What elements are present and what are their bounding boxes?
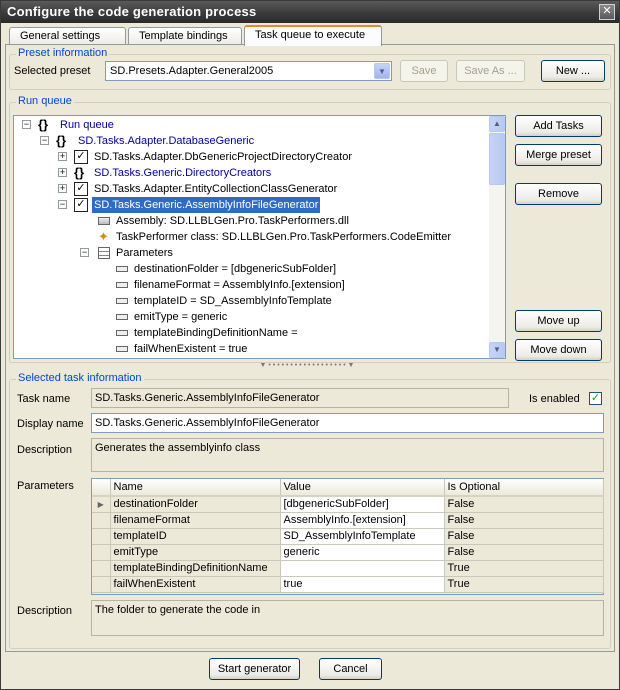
parameters-icon (98, 247, 110, 259)
collapse-icon[interactable]: − (41, 135, 48, 145)
param-description-label: Description (17, 605, 73, 617)
param-value-cell[interactable]: [dbgenericSubFolder] (280, 496, 444, 512)
parameter-icon (116, 298, 128, 304)
save-button[interactable]: Save (400, 60, 448, 82)
tree-node-label: templateID = SD_AssemblyInfoTemplate (134, 295, 332, 307)
column-header-value[interactable]: Value (280, 479, 444, 496)
tree-node-label: Run queue (60, 119, 114, 131)
tree-node-label: templateBindingDefinitionName = (134, 327, 298, 339)
row-header[interactable] (92, 560, 110, 576)
title-bar (1, 1, 619, 23)
scroll-down-icon[interactable]: ▼ (489, 342, 505, 358)
param-name-cell: destinationFolder (110, 496, 280, 512)
description-label: Description (17, 444, 73, 456)
expand-icon[interactable]: + (59, 151, 66, 161)
move-up-button[interactable]: Move up (515, 310, 602, 332)
save-as-button[interactable]: Save As ... (456, 60, 525, 82)
param-optional-cell: False (444, 528, 604, 544)
tree-node-label: emitType = generic (134, 311, 228, 323)
param-value-cell[interactable] (280, 560, 444, 576)
task-name-label: Task name (17, 393, 71, 405)
collapse-icon[interactable]: − (81, 247, 88, 257)
tree-node-label: SD.Tasks.Generic.AssemblyInfoFileGenerator (94, 199, 319, 211)
move-down-button[interactable]: Move down (515, 339, 602, 361)
parameter-icon (116, 282, 128, 288)
collapse-icon[interactable]: − (23, 119, 30, 129)
expand-icon[interactable]: + (59, 183, 66, 193)
tree-node-label: Parameters (116, 247, 173, 259)
tab-task-queue[interactable]: Task queue to execute (244, 25, 382, 46)
tree-node-label: SD.Tasks.Adapter.DatabaseGeneric (78, 135, 255, 147)
param-value-cell[interactable]: SD_AssemblyInfoTemplate (280, 528, 444, 544)
preset-select[interactable] (105, 61, 392, 81)
add-tasks-button[interactable]: Add Tasks (515, 115, 602, 137)
scroll-thumb[interactable] (489, 133, 505, 185)
collapse-icon[interactable]: − (59, 199, 66, 209)
start-generator-button[interactable]: Start generator (209, 658, 300, 680)
grid-corner (92, 479, 110, 496)
emitter-icon: ✦ (98, 229, 109, 244)
cancel-button[interactable]: Cancel (319, 658, 382, 680)
display-name-label: Display name (17, 418, 84, 430)
expand-icon[interactable]: + (59, 167, 66, 177)
selected-preset-label: Selected preset (14, 65, 91, 77)
new-preset-button[interactable]: New ... (541, 60, 605, 82)
is-enabled-checkbox[interactable]: ✓ (590, 392, 601, 404)
column-header-name[interactable]: Name (110, 479, 280, 496)
row-header[interactable] (92, 512, 110, 528)
scroll-up-icon[interactable]: ▲ (489, 116, 505, 132)
sequence-icon: {} (56, 133, 67, 148)
task-info-group-title: Selected task information (18, 372, 142, 384)
tab-template-bindings[interactable]: Template bindings (128, 27, 242, 45)
task-name-field: SD.Tasks.Generic.AssemblyInfoFileGenerator (91, 388, 509, 408)
splitter-handle[interactable]: ▼ • • • • • • • • • • • • • • • • • • ▼ (259, 362, 355, 369)
parameter-icon (116, 346, 128, 352)
checked-task-icon: ✓ (74, 182, 88, 196)
preset-select-value: SD.Presets.Adapter.General2005 (110, 65, 274, 77)
checked-task-icon: ✓ (74, 150, 88, 164)
tree-scrollbar[interactable] (489, 116, 505, 358)
row-header[interactable] (92, 528, 110, 544)
tree-node-label: destinationFolder = [dbgenericSubFolder] (134, 263, 337, 275)
chevron-down-icon[interactable]: ▼ (374, 63, 390, 79)
display-name-field[interactable]: SD.Tasks.Generic.AssemblyInfoFileGenerator (91, 413, 604, 433)
table-row[interactable] (92, 544, 604, 560)
parameter-icon (116, 330, 128, 336)
table-row[interactable] (92, 560, 604, 576)
param-description-field: The folder to generate the code in (91, 600, 604, 636)
checked-task-icon: ✓ (74, 198, 88, 212)
sequence-icon: {} (38, 117, 49, 132)
window-title: Configure the code generation process (7, 4, 257, 19)
row-header[interactable] (92, 576, 110, 592)
param-name-cell: templateBindingDefinitionName (110, 560, 280, 576)
parameters-label: Parameters (17, 480, 74, 492)
row-selector-icon[interactable]: ▶ (92, 496, 110, 512)
param-value-cell[interactable]: true (280, 576, 444, 592)
tree-node-label: SD.Tasks.Adapter.DbGenericProjectDirectoryCreator (94, 151, 352, 163)
preset-group-title: Preset information (18, 47, 108, 59)
sequence-icon: {} (74, 165, 85, 180)
param-value-cell[interactable]: AssemblyInfo.[extension] (280, 512, 444, 528)
param-optional-cell: False (444, 544, 604, 560)
remove-button[interactable]: Remove (515, 183, 602, 205)
run-queue-tree[interactable] (13, 115, 506, 359)
table-row[interactable] (92, 512, 604, 528)
param-name-cell: emitType (110, 544, 280, 560)
tree-node-label: failWhenExistent = true (134, 343, 248, 355)
tree-node-label: SD.Tasks.Generic.DirectoryCreators (94, 167, 272, 179)
tree-node-label: filenameFormat = AssemblyInfo.[extension] (134, 279, 345, 291)
parameter-icon (116, 266, 128, 272)
merge-preset-button[interactable]: Merge preset (515, 144, 602, 166)
param-optional-cell: False (444, 512, 604, 528)
tree-node-label: Assembly: SD.LLBLGen.Pro.TaskPerformers.dll (116, 215, 349, 227)
tab-general-settings[interactable]: General settings (9, 27, 126, 45)
tree-node-label: SD.Tasks.Adapter.EntityCollectionClassGenerator (94, 183, 338, 195)
grid-header-row (92, 479, 604, 496)
run-queue-group-title: Run queue (18, 95, 72, 107)
column-header-is-optional[interactable]: Is Optional (444, 479, 604, 496)
table-row[interactable] (92, 496, 604, 512)
assembly-icon (98, 217, 110, 225)
param-name-cell: templateID (110, 528, 280, 544)
parameters-grid[interactable] (91, 478, 604, 595)
param-optional-cell: True (444, 560, 604, 576)
row-header[interactable] (92, 544, 110, 560)
table-row[interactable] (92, 528, 604, 544)
param-optional-cell: True (444, 576, 604, 592)
param-name-cell: filenameFormat (110, 512, 280, 528)
parameter-icon (116, 314, 128, 320)
description-field: Generates the assemblyinfo class (91, 438, 604, 472)
param-name-cell: failWhenExistent (110, 576, 280, 592)
close-icon[interactable]: ✕ (599, 4, 615, 20)
table-row[interactable] (92, 576, 604, 592)
param-optional-cell: False (444, 496, 604, 512)
is-enabled-label: Is enabled (529, 393, 580, 405)
tree-node-label: TaskPerformer class: SD.LLBLGen.Pro.TaskPerformers.CodeEmitter (116, 231, 452, 243)
param-value-cell[interactable]: generic (280, 544, 444, 560)
